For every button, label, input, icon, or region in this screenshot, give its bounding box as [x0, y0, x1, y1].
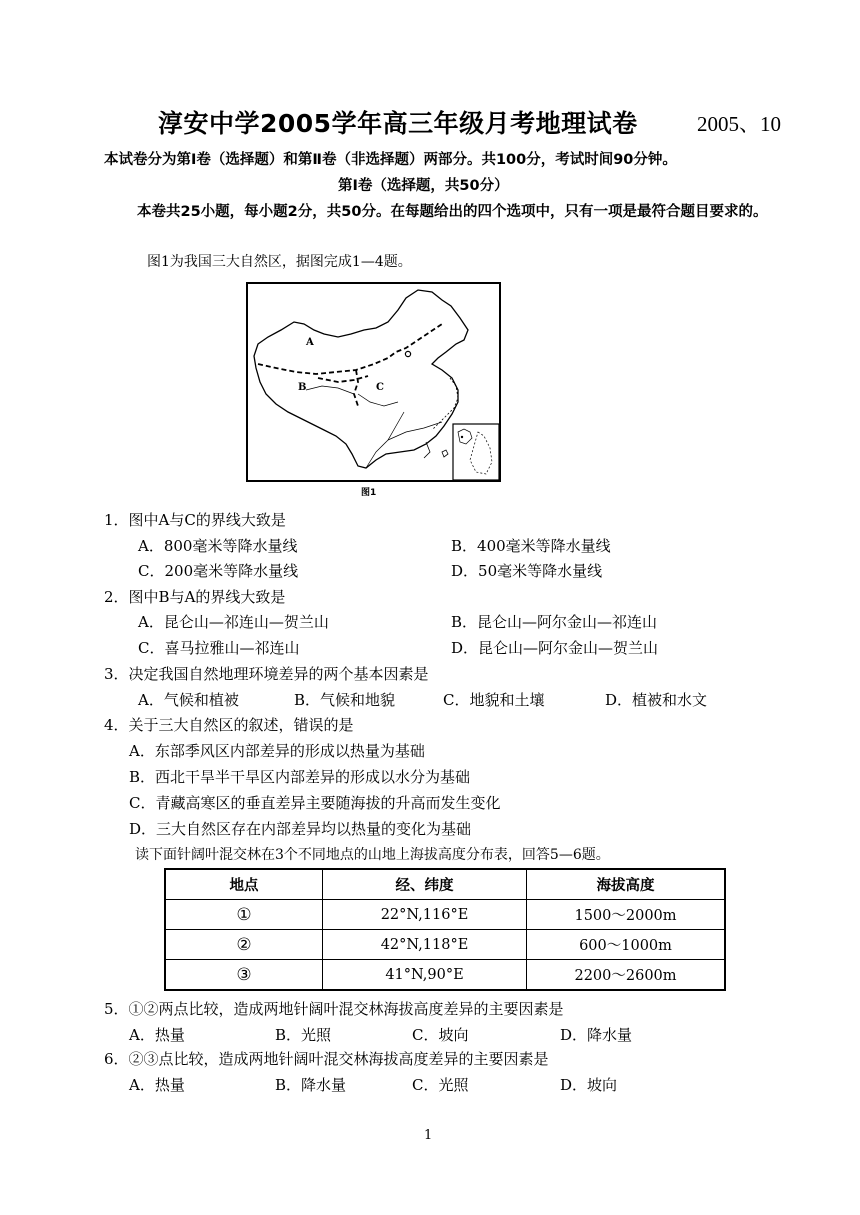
question-3: [104, 663, 429, 684]
option-3a: A．气候和植被: [138, 691, 239, 709]
page-number: 1: [424, 1128, 433, 1143]
option-2a: A．昆仑山—祁连山—贺兰山: [138, 613, 329, 631]
table-cell: 2200～2600m: [527, 960, 726, 991]
page-title: 淳安中学2005学年高三年级月考地理试卷: [158, 109, 638, 138]
table-row: [165, 960, 725, 991]
question-2: [104, 586, 285, 607]
option-3d: D．植被和水文: [605, 691, 708, 709]
option-1d: D．50毫米等降水量线: [451, 562, 603, 580]
option-3b: B．气候和地貌: [294, 691, 396, 709]
question-4: [104, 714, 354, 735]
question-text: ①②两点比较，造成两地针阔叶混交林海拔高度差异的主要因素是: [128, 1000, 564, 1018]
option-1a: A．800毫米等降水量线: [138, 537, 298, 555]
option-4c: C．青藏高寒区的垂直差异主要随海拔的升高而发生变化: [129, 794, 501, 812]
table-cell: 600～1000m: [527, 930, 726, 960]
question-number: 2．: [104, 588, 129, 606]
option-6b: B．降水量: [275, 1076, 347, 1094]
question-number: 6．: [104, 1050, 129, 1068]
table-cell: ②: [165, 930, 323, 960]
option-2d: D．昆仑山—阿尔金山—贺兰山: [451, 639, 659, 657]
question-6: [104, 1048, 549, 1069]
option-2b: B．昆仑山—阿尔金山—祁连山: [451, 613, 658, 631]
option-3c: C．地貌和土壤: [443, 691, 545, 709]
section-instructions: 本卷共25小题，每小题2分，共50分。在每题给出的四个选项中，只有一项是最符合题目要求的。: [137, 204, 768, 220]
table-cell: 42°N,118°E: [323, 930, 527, 960]
table-row: [165, 900, 725, 930]
option-4d: D．三大自然区存在内部差异均以热量的变化为基础: [129, 820, 472, 838]
option-1b: B．400毫米等降水量线: [451, 537, 611, 555]
figure-label: 图1: [361, 488, 377, 498]
option-6a: A．热量: [129, 1076, 185, 1094]
figure-caption: 图1为我国三大自然区，据图完成1—4题。: [147, 254, 412, 270]
china-natural-regions-map: [246, 282, 501, 482]
option-4a: A．东部季风区内部差异的形成以热量为基础: [129, 742, 425, 760]
section-heading: 第Ⅰ卷（选择题，共50分）: [338, 178, 509, 194]
question-text: 决定我国自然地理环境差异的两个基本因素是: [128, 665, 429, 683]
table-row: [165, 930, 725, 960]
option-5a: A．热量: [129, 1026, 185, 1044]
option-5d: D．降水量: [560, 1026, 633, 1044]
table-header-row: [165, 869, 725, 900]
table-cell: ③: [165, 960, 323, 991]
question-number: 5．: [104, 1000, 129, 1018]
table-cell: 22°N,116°E: [323, 900, 527, 930]
question-number: 4．: [104, 716, 129, 734]
question-text: ②③点比较，造成两地针阔叶混交林海拔高度差异的主要因素是: [128, 1050, 549, 1068]
table-header: 地点: [165, 869, 323, 900]
question-number: 3．: [104, 665, 129, 683]
table-cell: 1500～2000m: [527, 900, 726, 930]
table-cell: 41°N,90°E: [323, 960, 527, 991]
region-label-c: C: [376, 382, 384, 393]
table-cell: ①: [165, 900, 323, 930]
region-label-a: A: [306, 337, 314, 348]
region-label-b: B: [298, 382, 307, 393]
question-text: 关于三大自然区的叙述，错误的是: [128, 716, 354, 734]
option-5b: B．光照: [275, 1026, 332, 1044]
altitude-table: [164, 868, 726, 991]
exam-intro: 本试卷分为第Ⅰ卷（选择题）和第Ⅱ卷（非选择题）两部分。共100分，考试时间90分钟。: [104, 152, 677, 168]
question-number: 1．: [104, 511, 129, 529]
table-header: 经、纬度: [323, 869, 527, 900]
option-5c: C．坡向: [412, 1026, 469, 1044]
option-1c: C．200毫米等降水量线: [138, 562, 299, 580]
exam-date: 2005、10: [697, 112, 781, 136]
question-1: [104, 509, 286, 530]
table-header: 海拔高度: [527, 869, 726, 900]
option-4b: B．西北干旱半干旱区内部差异的形成以水分为基础: [129, 768, 471, 786]
option-2c: C．喜马拉雅山—祁连山: [138, 639, 300, 657]
table-intro: 读下面针阔叶混交林在3个不同地点的山地上海拔高度分布表，回答5—6题。: [135, 847, 610, 863]
question-text: 图中B与A的界线大致是: [128, 588, 286, 606]
question-5: [104, 998, 564, 1019]
option-6d: D．坡向: [560, 1076, 618, 1094]
question-text: 图中A与C的界线大致是: [128, 511, 286, 529]
option-6c: C．光照: [412, 1076, 469, 1094]
